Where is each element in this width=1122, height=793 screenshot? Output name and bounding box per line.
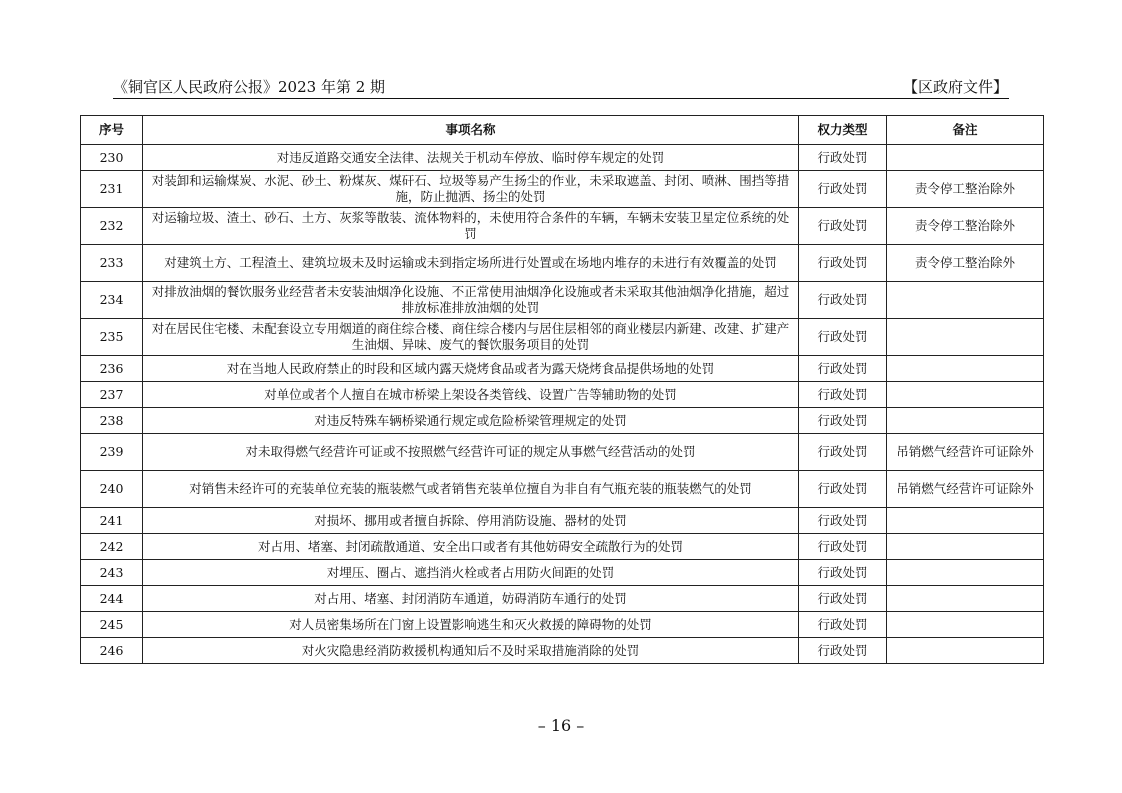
row-number: 245 xyxy=(81,612,143,638)
row-remarks xyxy=(887,319,1044,356)
row-number: 237 xyxy=(81,382,143,408)
table-row xyxy=(81,612,1044,638)
row-item-name: 对销售未经许可的充装单位充装的瓶装燃气或者销售充装单位擅自为非自有气瓶充装的瓶装燃气的处罚 xyxy=(143,471,799,508)
row-power-type: 行政处罚 xyxy=(799,508,887,534)
table-row xyxy=(81,434,1044,471)
row-remarks xyxy=(887,145,1044,171)
row-power-type: 行政处罚 xyxy=(799,282,887,319)
row-number: 240 xyxy=(81,471,143,508)
row-number: 232 xyxy=(81,208,143,245)
row-power-type: 行政处罚 xyxy=(799,534,887,560)
row-power-type: 行政处罚 xyxy=(799,638,887,664)
row-number: 243 xyxy=(81,560,143,586)
column-header-item-name: 事项名称 xyxy=(143,116,799,145)
row-item-name: 对违反道路交通安全法律、法规关于机动车停放、临时停车规定的处罚 xyxy=(143,145,799,171)
penalty-items-table xyxy=(80,115,1044,664)
row-remarks: 责令停工整治除外 xyxy=(887,208,1044,245)
section-label: 【区政府文件】 xyxy=(902,78,1008,96)
page-number: – 16 – xyxy=(537,716,585,735)
row-number: 246 xyxy=(81,638,143,664)
table-row xyxy=(81,282,1044,319)
row-item-name: 对在当地人民政府禁止的时段和区域内露天烧烤食品或者为露天烧烤食品提供场地的处罚 xyxy=(143,356,799,382)
row-number: 231 xyxy=(81,171,143,208)
table-row xyxy=(81,208,1044,245)
row-remarks xyxy=(887,534,1044,560)
row-item-name: 对排放油烟的餐饮服务业经营者未安装油烟净化设施、不正常使用油烟净化设施或者未采取其他油烟净化措施，超过排放标准排放油烟的处罚 xyxy=(143,282,799,319)
table-row xyxy=(81,586,1044,612)
row-remarks: 吊销燃气经营许可证除外 xyxy=(887,471,1044,508)
table-row xyxy=(81,408,1044,434)
row-power-type: 行政处罚 xyxy=(799,208,887,245)
header-divider xyxy=(113,98,1009,99)
row-remarks xyxy=(887,612,1044,638)
row-item-name: 对损坏、挪用或者擅自拆除、停用消防设施、器材的处罚 xyxy=(143,508,799,534)
bulletin-title: 《铜官区人民政府公报》2023 年第 2 期 xyxy=(113,78,386,96)
row-power-type: 行政处罚 xyxy=(799,560,887,586)
table-row xyxy=(81,508,1044,534)
row-number: 242 xyxy=(81,534,143,560)
row-item-name: 对埋压、圈占、遮挡消火栓或者占用防火间距的处罚 xyxy=(143,560,799,586)
row-power-type: 行政处罚 xyxy=(799,612,887,638)
row-power-type: 行政处罚 xyxy=(799,382,887,408)
row-item-name: 对人员密集场所在门窗上设置影响逃生和灭火救援的障碍物的处罚 xyxy=(143,612,799,638)
row-remarks xyxy=(887,560,1044,586)
row-number: 238 xyxy=(81,408,143,434)
row-item-name: 对占用、堵塞、封闭消防车通道，妨碍消防车通行的处罚 xyxy=(143,586,799,612)
row-power-type: 行政处罚 xyxy=(799,319,887,356)
row-number: 234 xyxy=(81,282,143,319)
row-item-name: 对运输垃圾、渣土、砂石、土方、灰浆等散装、流体物料的，未使用符合条件的车辆，车辆未安装卫星定位系统的处罚 xyxy=(143,208,799,245)
row-remarks xyxy=(887,408,1044,434)
row-item-name: 对违反特殊车辆桥梁通行规定或危险桥梁管理规定的处罚 xyxy=(143,408,799,434)
row-remarks xyxy=(887,382,1044,408)
row-number: 235 xyxy=(81,319,143,356)
row-power-type: 行政处罚 xyxy=(799,245,887,282)
row-number: 239 xyxy=(81,434,143,471)
table-row xyxy=(81,356,1044,382)
table-row xyxy=(81,382,1044,408)
table-header-row xyxy=(81,116,1044,145)
row-power-type: 行政处罚 xyxy=(799,471,887,508)
row-item-name: 对建筑土方、工程渣土、建筑垃圾未及时运输或未到指定场所进行处置或在场地内堆存的未进行有效覆盖的处罚 xyxy=(143,245,799,282)
table-row xyxy=(81,145,1044,171)
row-remarks: 责令停工整治除外 xyxy=(887,171,1044,208)
table-row xyxy=(81,245,1044,282)
row-item-name: 对火灾隐患经消防救援机构通知后不及时采取措施消除的处罚 xyxy=(143,638,799,664)
row-remarks xyxy=(887,508,1044,534)
table-row xyxy=(81,638,1044,664)
row-number: 241 xyxy=(81,508,143,534)
table-row xyxy=(81,560,1044,586)
row-item-name: 对在居民住宅楼、未配套设立专用烟道的商住综合楼、商住综合楼内与居住层相邻的商业楼层内新建、改建、扩建产生油烟、异味、废气的餐饮服务项目的处罚 xyxy=(143,319,799,356)
table-row xyxy=(81,471,1044,508)
row-power-type: 行政处罚 xyxy=(799,408,887,434)
row-number: 230 xyxy=(81,145,143,171)
row-remarks xyxy=(887,282,1044,319)
row-remarks xyxy=(887,638,1044,664)
column-header-remarks: 备注 xyxy=(887,116,1044,145)
row-power-type: 行政处罚 xyxy=(799,586,887,612)
row-remarks xyxy=(887,356,1044,382)
table-row xyxy=(81,534,1044,560)
row-power-type: 行政处罚 xyxy=(799,145,887,171)
column-header-number: 序号 xyxy=(81,116,143,145)
row-item-name: 对未取得燃气经营许可证或不按照燃气经营许可证的规定从事燃气经营活动的处罚 xyxy=(143,434,799,471)
table-row xyxy=(81,171,1044,208)
row-remarks: 吊销燃气经营许可证除外 xyxy=(887,434,1044,471)
row-power-type: 行政处罚 xyxy=(799,171,887,208)
row-item-name: 对装卸和运输煤炭、水泥、砂土、粉煤灰、煤矸石、垃圾等易产生扬尘的作业，未采取遮盖、封闭、喷淋、围挡等措施，防止抛洒、扬尘的处罚 xyxy=(143,171,799,208)
row-item-name: 对占用、堵塞、封闭疏散通道、安全出口或者有其他妨碍安全疏散行为的处罚 xyxy=(143,534,799,560)
row-number: 233 xyxy=(81,245,143,282)
row-power-type: 行政处罚 xyxy=(799,356,887,382)
row-item-name: 对单位或者个人擅自在城市桥梁上架设各类管线、设置广告等辅助物的处罚 xyxy=(143,382,799,408)
row-remarks xyxy=(887,586,1044,612)
row-number: 236 xyxy=(81,356,143,382)
row-power-type: 行政处罚 xyxy=(799,434,887,471)
row-number: 244 xyxy=(81,586,143,612)
row-remarks: 责令停工整治除外 xyxy=(887,245,1044,282)
table-row xyxy=(81,319,1044,356)
column-header-power-type: 权力类型 xyxy=(799,116,887,145)
